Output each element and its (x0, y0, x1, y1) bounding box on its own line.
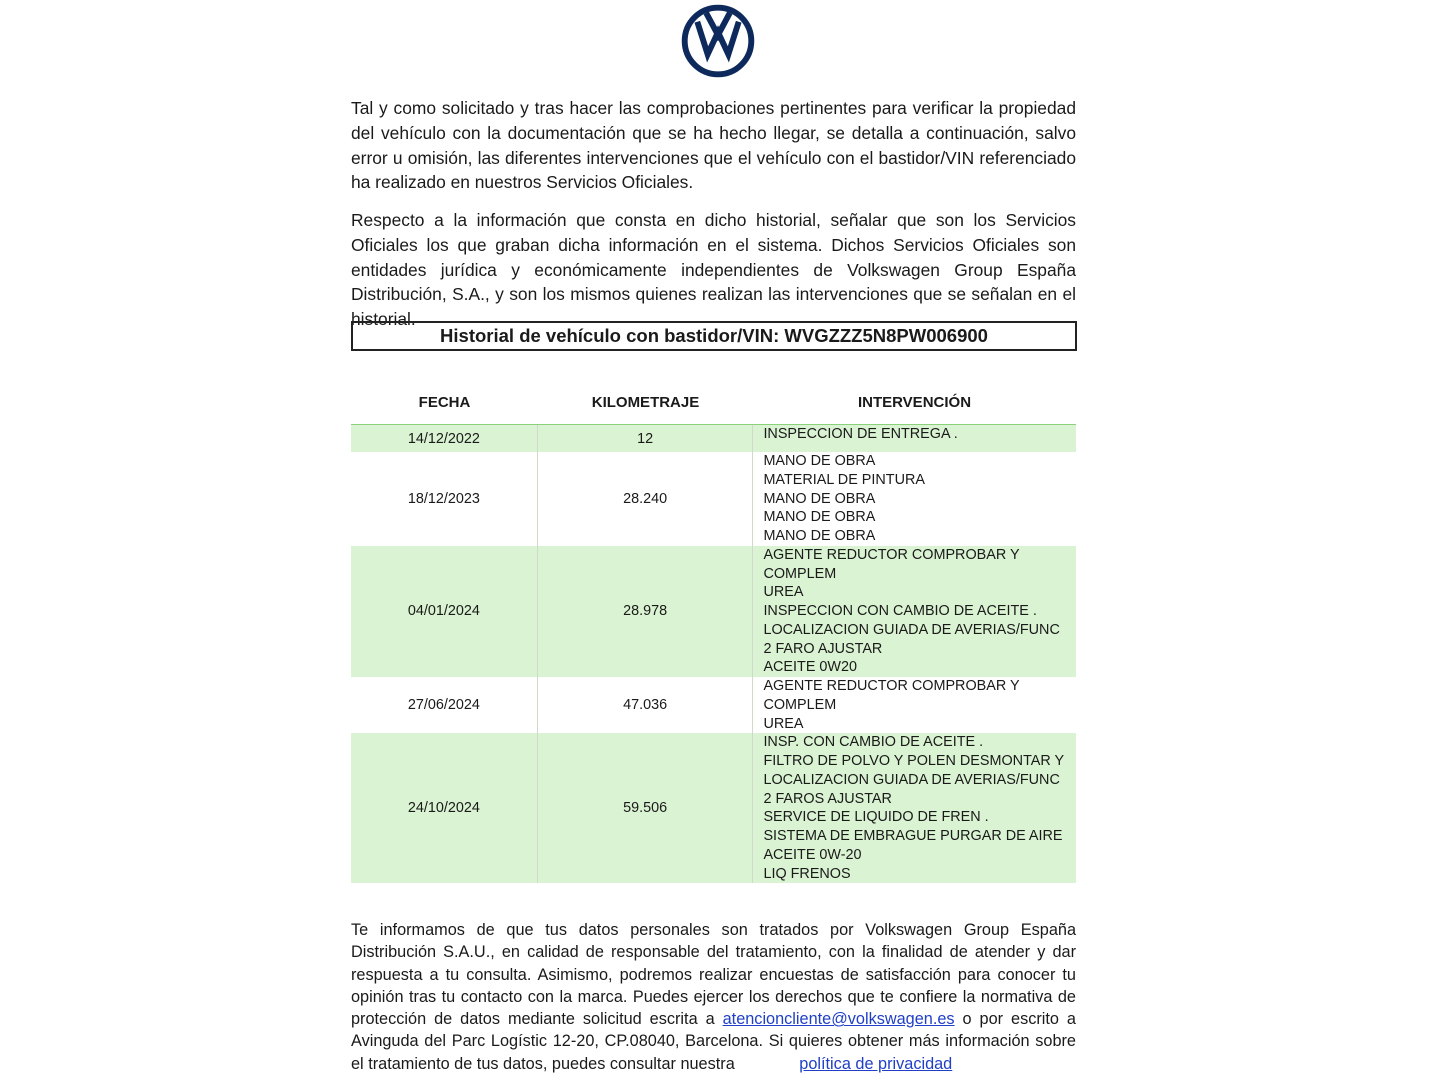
intervencion-line: UREA (763, 584, 804, 601)
volkswagen-logo (681, 4, 755, 78)
history-table-body (351, 425, 1076, 883)
intervencion-line: UREA (763, 715, 804, 732)
table-row (351, 452, 1076, 546)
table-header (351, 392, 1076, 427)
intervencion-line: AGENTE REDUCTOR COMPROBAR Y (763, 546, 1020, 563)
intervencion-line: LOCALIZACION GUIADA DE AVERIAS/FUNC (763, 621, 1060, 638)
intervencion-line: MANO DE OBRA (763, 528, 876, 544)
cell-intervencion (753, 452, 1076, 546)
intervencion-line: AGENTE REDUCTOR COMPROBAR Y (763, 678, 1020, 694)
cell-intervencion (753, 425, 1076, 452)
cell-intervencion (753, 546, 1076, 677)
intervencion-line: 2 FARO AJUSTAR (763, 640, 883, 657)
history-title: Historial de vehículo con bastidor/VIN: WVGZZZ5N8PW006900 (351, 321, 1077, 351)
intervencion-line: INSPECCION DE ENTREGA . (763, 426, 958, 442)
intervencion-line: COMPLEM (763, 696, 837, 713)
intervencion-line: LOCALIZACION GUIADA DE AVERIAS/FUNC (763, 771, 1060, 788)
cell-fecha: 27/06/2024 (351, 677, 538, 733)
cell-intervencion (753, 733, 1076, 883)
intervencion-line: LIQ FRENOS (763, 865, 851, 882)
cell-fecha: 24/10/2024 (351, 733, 538, 883)
intervencion-line: MATERIAL DE PINTURA (763, 471, 925, 488)
intervencion-line: SERVICE DE LIQUIDO DE FREN . (763, 809, 989, 826)
cell-kilometraje: 28.240 (538, 452, 754, 546)
cell-kilometraje: 59.506 (538, 733, 754, 883)
header-intervencion: INTERVENCIÓN (857, 394, 972, 411)
intervencion-line: COMPLEM (763, 565, 837, 582)
intervencion-line: ACEITE 0W20 (763, 659, 858, 676)
header-fecha: FECHA (418, 394, 471, 411)
intervencion-line: ACEITE 0W-20 (763, 846, 862, 863)
intervencion-line: MANO DE OBRA (763, 490, 876, 507)
intervencion-line: MANO DE OBRA (763, 509, 876, 526)
intervencion-line: INSPECCION CON CAMBIO DE ACEITE . (763, 603, 1037, 619)
email-link[interactable]: atencioncliente@volkswagen.es (722, 1010, 955, 1029)
cell-fecha: 04/01/2024 (351, 546, 538, 677)
table-row (351, 733, 1076, 883)
cell-kilometraje: 12 (538, 425, 754, 452)
cell-kilometraje: 28.978 (538, 546, 754, 677)
privacy-text-2: o por escrito a Avinguda del Parc Logístic 12-20, CP.08040, Barcelona. Si quieres obtener más información sobre el tratamiento de tus datos, puedes consultar nuestra (351, 1010, 1076, 1073)
cell-kilometraje: 47.036 (538, 677, 754, 733)
cell-fecha: 18/12/2023 (351, 452, 538, 546)
table-row (351, 546, 1076, 677)
privacy-policy-link[interactable]: política de privacidad (799, 1054, 953, 1073)
table-row (351, 425, 1076, 452)
privacy-notice (351, 919, 1076, 1075)
intro-paragraph-2: Respecto a la información que consta en dicho historial, señalar que son los Servicios Oficiales los que graban dicha información en el sistema. Dichos Servicios Oficiales son entidades jurídica y económicamente independientes de Volkswagen Group España Distribución, S.A., y son los mismos quienes realizan las intervenciones que se señalan en el historial. (351, 210, 1076, 330)
intervencion-line: INSP. CON CAMBIO DE ACEITE . (763, 734, 984, 751)
intervencion-line: MANO DE OBRA (763, 453, 876, 469)
cell-intervencion (753, 677, 1076, 733)
privacy-text-1: Te informamos de que tus datos personales son tratados por Volkswagen Group España Distribución S.A.U., en calidad de responsable del tratamiento, con la finalidad de atender y dar respuesta a tu consulta. Asimismo, podremos realizar encuestas de satisfacción para conocer tu opinión tras tu contacto con la marca. Puedes ejercer los derechos que te confiere la normativa de protección de datos mediante solicitud escrita a (351, 921, 1076, 1029)
table-row (351, 677, 1076, 733)
intervencion-line: FILTRO DE POLVO Y POLEN DESMONTAR Y (763, 753, 1065, 769)
intro-paragraph-1: Tal y como solicitado y tras hacer las comprobaciones pertinentes para verificar la propiedad del vehículo con la documentación que se ha hecho llegar, se detalla a continuación, salvo error u omisión, las diferentes intervenciones que el vehículo con el bastidor/VIN referenciado ha realizado en nuestros Servicios Oficiales. (351, 98, 1076, 193)
intervencion-line: SISTEMA DE EMBRAGUE PURGAR DE AIRE (763, 828, 1063, 844)
intervencion-line: 2 FAROS AJUSTAR (763, 790, 892, 807)
cell-fecha: 14/12/2022 (351, 425, 538, 452)
header-kilometraje: KILOMETRAJE (591, 394, 700, 411)
